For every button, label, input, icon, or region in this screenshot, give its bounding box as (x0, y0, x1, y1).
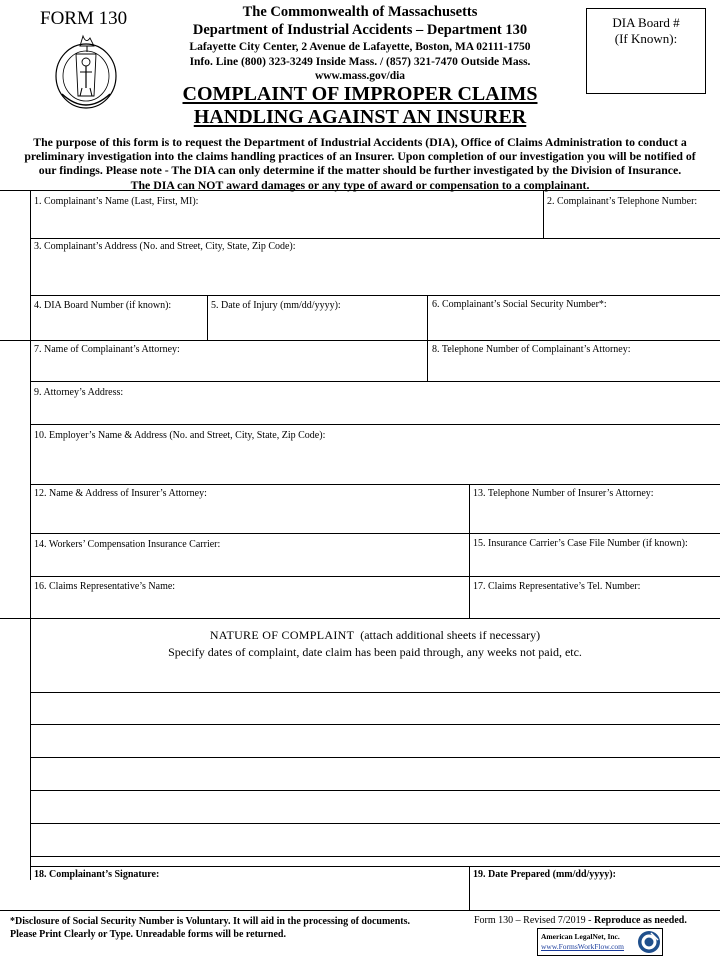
grid-line (0, 618, 720, 619)
case-file-number-field[interactable]: 15. Insurance Carrier’s Case File Number (if known): (473, 538, 688, 549)
ssn-disclosure-note: *Disclosure of Social Security Number is Voluntary. It will aid in the processing of documents. (10, 916, 411, 927)
form-title-line2-text: HANDLING AGAINST AN INSURER (193, 106, 527, 128)
legalnet-name: American LegalNet, Inc. (541, 932, 620, 941)
date-of-injury-field[interactable]: 5. Date of Injury (mm/dd/yyyy): (211, 300, 341, 311)
nature-of-complaint-instructions: Specify dates of complaint, date claim has been paid through, any weeks not paid, etc. (168, 645, 582, 659)
legalnet-url[interactable]: www.FormsWorkFlow.com (541, 942, 625, 951)
footer-note (10, 915, 410, 941)
grid-line (0, 910, 720, 911)
purpose-line: preliminary investigation into the claims handling practices of an Insurer. Upon completion of our investigation you will be notified of (24, 149, 696, 164)
nature-title-text: NATURE OF COMPLAINT (209, 628, 355, 642)
massachusetts-seal-icon (50, 32, 122, 112)
ssn-field[interactable]: 6. Complainant’s Social Security Number*: (432, 299, 607, 310)
department-address: Lafayette City Center, 2 Avenue de Lafayette, Boston, MA 02111-1750 (189, 41, 531, 53)
purpose-statement (10, 135, 710, 192)
grid-line (427, 295, 428, 381)
grid-line (30, 190, 31, 880)
grid-line (543, 190, 544, 238)
dia-board-label: DIA Board # (612, 15, 680, 30)
reproduce-text: Reproduce as needed. (594, 915, 687, 926)
grid-line (207, 295, 208, 340)
insurance-carrier-field[interactable]: 14. Workers’ Compensation Insurance Carrier: (34, 539, 221, 550)
purpose-not-emphasis: NOT (197, 177, 224, 192)
grid-line (30, 424, 720, 425)
nature-writing-line[interactable] (30, 823, 720, 824)
complainant-address-field[interactable]: 3. Complainant’s Address (No. and Street, City, State, Zip Code): (34, 241, 296, 252)
grid-line (30, 484, 720, 485)
purpose-line: The purpose of this form is to request the Department of Industrial Accidents (DIA), Office of Claims Administration to conduct a (33, 135, 687, 149)
complainant-phone-field[interactable]: 2. Complainant’s Telephone Number: (547, 196, 698, 207)
grid-line (30, 295, 720, 296)
form-title-line2 (130, 106, 590, 129)
nature-title-note: (attach additional sheets if necessary) (360, 628, 541, 642)
insurer-attorney-phone-field[interactable]: 13. Telephone Number of Insurer’s Attorney: (473, 488, 654, 499)
revision-text: Form 130 – Revised 7/2019 - (474, 915, 594, 926)
signature-field[interactable]: 18. Complainant’s Signature: (34, 869, 160, 880)
date-prepared-field[interactable]: 19. Date Prepared (mm/dd/yyyy): (473, 869, 616, 880)
nature-of-complaint-title (30, 628, 720, 643)
attorney-name-field[interactable]: 7. Name of Complainant’s Attorney: (34, 344, 180, 355)
grid-line (0, 190, 720, 191)
grid-line (30, 576, 720, 577)
nature-writing-line[interactable] (30, 757, 720, 758)
dia-board-number-field[interactable]: 4. DIA Board Number (if known): (34, 300, 172, 311)
grid-line (30, 238, 720, 239)
legalnet-logo-icon (637, 930, 661, 954)
insurer-attorney-field[interactable]: 12. Name & Address of Insurer’s Attorney: (34, 488, 207, 499)
complainant-name-field[interactable]: 1. Complainant’s Name (Last, First, MI): (34, 196, 199, 207)
form-number: FORM 130 (40, 8, 128, 29)
nature-writing-line[interactable] (30, 692, 720, 693)
purpose-line: our findings. Please note - The DIA can only determine if the matter should be further investigated by the Division of Insurance. (38, 163, 682, 178)
grid-line (469, 866, 470, 910)
nature-writing-line[interactable] (30, 856, 720, 857)
grid-line (30, 381, 720, 382)
dia-board-if-known: (If Known): (614, 31, 678, 46)
claims-rep-name-field[interactable]: 16. Claims Representative’s Name: (34, 581, 176, 592)
grid-line (0, 340, 720, 341)
print-clearly-note: Please Print Clearly or Type. Unreadable forms will be returned. (10, 929, 286, 940)
employer-field[interactable]: 10. Employer’s Name & Address (No. and Street, City, State, Zip Code): (34, 430, 326, 441)
claims-rep-phone-field[interactable]: 17. Claims Representative’s Tel. Number: (473, 581, 641, 592)
nature-writing-line[interactable] (30, 724, 720, 725)
purpose-text: The DIA can (130, 177, 198, 192)
attorney-phone-field[interactable]: 8. Telephone Number of Complainant’s Attorney: (432, 344, 631, 355)
form-revision (474, 915, 687, 926)
form-title-line1 (130, 83, 590, 106)
nature-writing-line[interactable] (30, 790, 720, 791)
attorney-address-field[interactable]: 9. Attorney’s Address: (34, 387, 124, 398)
grid-line (30, 866, 720, 867)
website-link[interactable]: www.mass.gov/dia (314, 70, 406, 82)
purpose-text: award damages or any type of award or compensation to a complainant. (223, 177, 590, 192)
commonwealth-heading: The Commonwealth of Massachusetts (242, 4, 478, 20)
dia-board-box[interactable] (586, 8, 706, 94)
grid-line (30, 533, 720, 534)
form-title-line1-text: COMPLAINT OF IMPROPER CLAIMS (182, 83, 538, 105)
grid-line (469, 484, 470, 618)
info-line: Info. Line (800) 323-3249 Inside Mass. / (857) 321-7470 Outside Mass. (189, 56, 531, 68)
department-heading: Department of Industrial Accidents – Department 130 (192, 22, 528, 38)
